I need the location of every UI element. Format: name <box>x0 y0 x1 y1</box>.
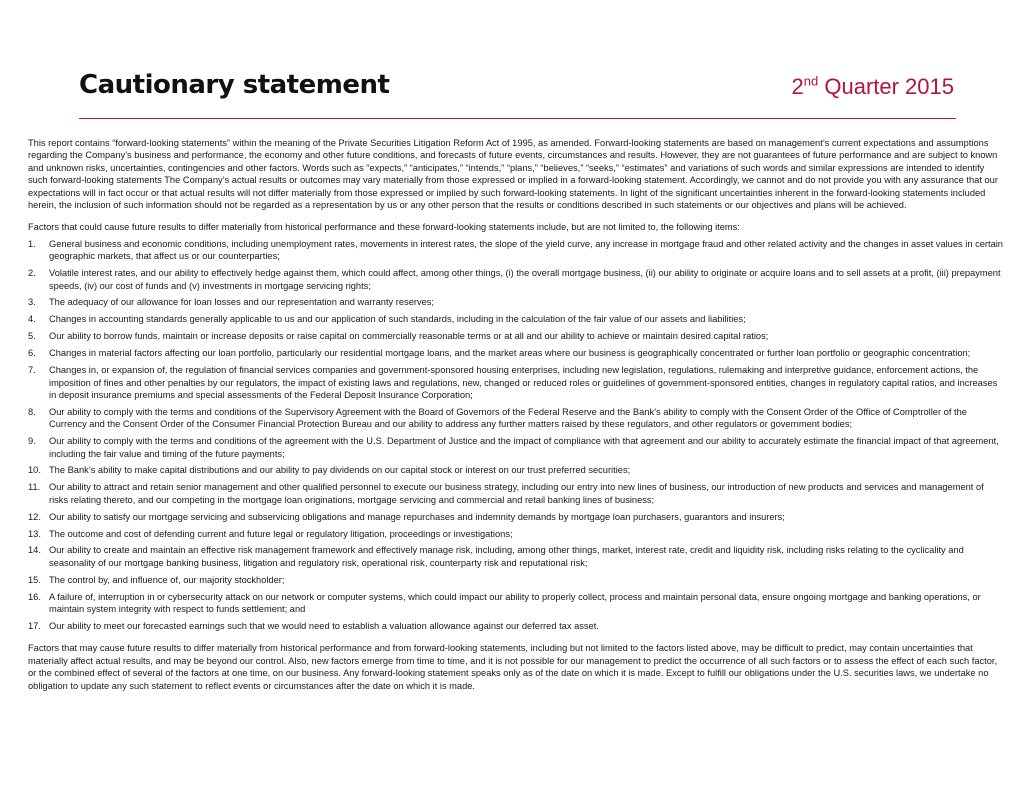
list-item <box>28 267 1004 292</box>
list-item <box>28 347 1004 359</box>
list-item-text: Our ability to satisfy our mortgage servicing and subservicing obligations and manage repurchases and indemnity demands by mortgage loan purchasers, guarantors and insurers; <box>49 511 785 522</box>
list-item <box>28 544 1004 569</box>
list-item <box>28 528 1004 540</box>
factor-list <box>28 238 1004 633</box>
list-item-text: The control by, and influence of, our majority stockholder; <box>49 574 285 585</box>
list-item <box>28 511 1004 523</box>
list-item <box>28 435 1004 460</box>
list-item-text: The outcome and cost of defending current and future legal or regulatory litigation, proceedings or investigations; <box>49 528 513 539</box>
list-item-number: 17. <box>28 621 41 631</box>
list-item-text: The adequacy of our allowance for loan losses and our representation and warranty reserves; <box>49 297 435 308</box>
list-item-number: 6. <box>28 348 36 359</box>
list-item-number: 13. <box>28 528 41 539</box>
quarter-year: Quarter 2015 <box>818 74 954 99</box>
statement-body <box>28 137 1004 702</box>
list-item-number: 1. <box>28 238 36 249</box>
list-item <box>28 620 1004 632</box>
list-item-text: Our ability to comply with the terms and conditions of the Supervisory Agreement with the Board of Governors of the Federal Reserve and the Bank’s ability to comply with the Consent Order of the Office of Comptroller of the Currency and the Consent Order of the Consumer Financial Protection Bureau and our ability to address any further matters raised by these regulators, and other regulators or government bodies; <box>49 406 967 430</box>
list-item <box>28 464 1004 476</box>
list-item-text: Our ability to comply with the terms and conditions of the agreement with the U.S. Department of Justice and the impact of compliance with that agreement and our ability to accurately estimate the financial impact of that agreement, including the fair value and timing of the future payments; <box>49 436 999 459</box>
page-title: Cautionary statement <box>79 70 390 100</box>
list-item-text: Our ability to meet our forecasted earnings such that we would need to establish a valuation allowance against our deferred tax asset. <box>49 621 599 631</box>
list-item <box>28 296 1004 308</box>
list-item <box>28 481 1004 506</box>
factors-intro-paragraph: Factors that could cause future results to differ materially from historical performance and these forward-looking statements include, but are not limited to, the following items: <box>28 222 740 233</box>
list-item <box>28 591 1004 616</box>
list-item-number: 14. <box>28 545 41 556</box>
list-item-text: Our ability to create and maintain an effective risk management framework and effectively manage risk, including, among other things, market, interest rate, credit and liquidity risk, including risks relating to the cyclicality and seasonality of our mortgage banking business, litigation and regulatory risk, operational risk, counterparty risk and reputational risk; <box>49 545 964 568</box>
list-item-text: General business and economic conditions, including unemployment rates, movements in interest rates, the slope of the yield curve, any increase in mortgage fraud and other related activity and the changes in asset values in certain geographic markets, that affect us or our counterparties; <box>49 238 1003 262</box>
quarter-label <box>792 74 954 100</box>
list-item-number: 9. <box>28 436 36 447</box>
list-item-text: Changes in accounting standards generally applicable to us and our application of such standards, including in the calculation of the fair value of our assets and liabilities; <box>49 314 746 325</box>
list-item-number: 12. <box>28 511 41 522</box>
quarter-ordinal-suffix: nd <box>803 73 819 89</box>
list-item-number: 7. <box>28 365 36 376</box>
list-item-text: Our ability to attract and retain senior management and other qualified personnel to execute our business strategy, including our entry into new lines of business, our introduction of new products and services and management of risks relating thereto, and our competing in the mortgage loan originations, mortgage servicing and commercial and retail banking lines of business; <box>49 482 984 505</box>
closing-paragraph: Factors that may cause future results to differ materially from historical performance and from forward-looking statements, including but not limited to the factors listed above, may be difficult to predict, may contain uncertainties that materially affect actual results, and may be beyond our control. Also, new factors emerge from time to time, and it is not possible for our management to predict the occurrence of all such factors or to assess the effect of each such factor, or the combined effect of several of the factors at one time, on our business. Any forward-looking statement speaks only as of the date on which it is made. Except to fulfill our obligations under the U.S. securities laws, we undertake no obligation to update any such statement to reflect events or circumstances after the date on which it is made. <box>28 643 998 691</box>
list-item-number: 4. <box>28 314 36 325</box>
quarter-number: 2 <box>791 74 804 99</box>
list-item <box>28 330 1004 342</box>
list-item-number: 16. <box>28 591 41 602</box>
header-divider <box>79 118 956 119</box>
list-item-number: 5. <box>28 331 36 342</box>
list-item <box>28 574 1004 586</box>
list-item-number: 8. <box>28 406 36 417</box>
list-item-number: 3. <box>28 297 36 308</box>
list-item-text: A failure of, interruption in or cybersecurity attack on our network or computer systems, which could impact our ability to properly collect, process and maintain personal data, ensure ongoing mortgage and banking operations, or maintain system integrity with respect to funds settlement; and <box>49 591 981 615</box>
list-item-text: Our ability to borrow funds, maintain or increase deposits or raise capital on commercially reasonable terms or at all and our ability to achieve or maintain desired capital ratios; <box>49 331 769 342</box>
list-item <box>28 238 1004 263</box>
list-item-text: The Bank’s ability to make capital distributions and our ability to pay dividends on our capital stock or interest on our trust preferred securities; <box>49 465 631 476</box>
list-item-text: Changes in, or expansion of, the regulation of financial services companies and government-sponsored housing enterprises, including new legislation, regulations, rulemaking and interpretive guidance, enforcement actions, the imposition of fines and other penalties by our regulators, the impact of existing laws and regulations, new, changed or reduced roles or guidelines of government-sponsored entities, changes in regulatory capital ratios, and increases in deposit insurance premiums and special assessments of the Federal Deposit Insurance Corporation; <box>49 365 998 400</box>
list-item-text: Changes in material factors affecting our loan portfolio, particularly our residential mortgage loans, and the market areas where our business is geographically concentrated or further loan portfolio or geographic concentration; <box>49 348 971 359</box>
list-item-number: 11. <box>28 482 41 493</box>
list-item-number: 2. <box>28 268 36 279</box>
list-item-text: Volatile interest rates, and our ability to effectively hedge against them, which could affect, among other things, (i) the overall mortgage business, (ii) our ability to originate or acquire loans and to sell assets at a profit, (iii) prepayment speeds, (iv) our cost of funds and (v) investments in mortgage servicing rights; <box>49 268 1001 291</box>
intro-paragraph: This report contains “forward-looking statements” within the meaning of the Private Securities Litigation Reform Act of 1995, as amended. Forward-looking statements are based on management’s current expectations and assumptions regarding the Company’s business and performance, the economy and other future conditions, and forecasts of future events, circumstances and results. However, they are not guarantees of future performance and are subject to known and unknown risks, uncertainties, contingencies and other factors. Words such as “expects,” “anticipates,” “intends,” “plans,” “believes,” “seeks,” “estimates” and variations of such words and similar expressions are intended to identify such forward-looking statements The Company’s actual results or outcomes may vary materially from those expressed or implied in a forward-looking statement. Accordingly, we cannot and do not provide you with any assurance that our expectations will in fact occur or that actual results will not differ materially from those expressed or implied by such forward-looking statements. In light of the significant uncertainties inherent in the forward-looking statements included herein, the inclusion of such information should not be regarded as a representation by us or any other person that the results or conditions described in such statements or our objectives and plans will be achieved. <box>28 138 998 211</box>
list-item <box>28 364 1004 401</box>
list-item-number: 15. <box>28 574 41 585</box>
list-item <box>28 313 1004 325</box>
list-item <box>28 406 1004 431</box>
list-item-number: 10. <box>28 465 41 476</box>
